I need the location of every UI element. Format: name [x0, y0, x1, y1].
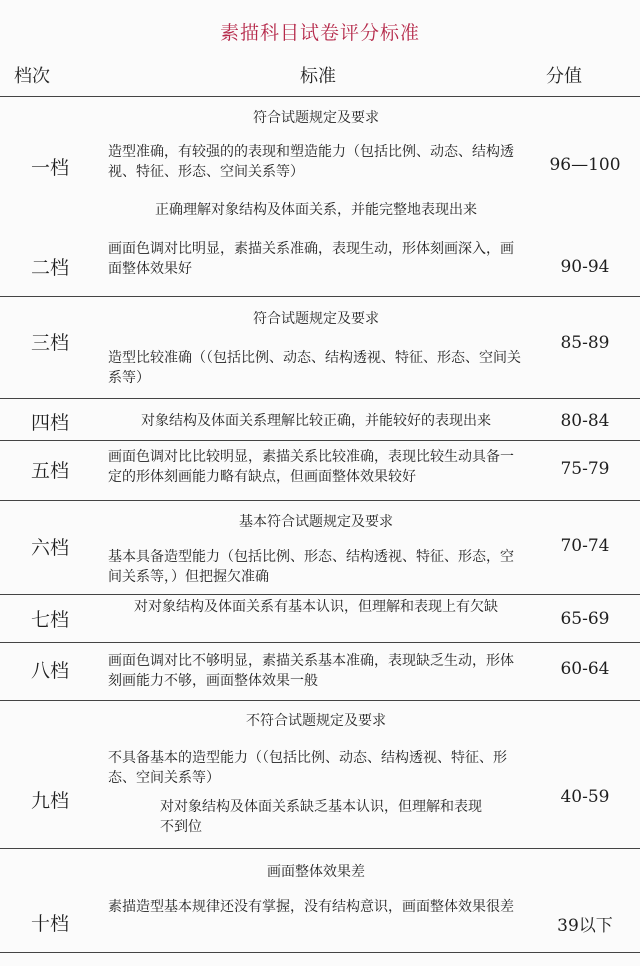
criteria-line: 基本具备造型能力（包括比例、形态、结构透视、特征、形态，空间关系等，）但把握欠准确 — [108, 549, 514, 585]
row-divider — [0, 500, 640, 501]
row-divider — [0, 296, 640, 297]
row-divider — [0, 642, 640, 643]
score-range: 65-69 — [560, 609, 610, 629]
level-label: 五档 — [30, 460, 69, 482]
criteria-line: 对对象结构及体面关系缺乏基本认识，但理解和表现不到位 — [160, 799, 482, 835]
level-label: 六档 — [30, 537, 69, 559]
level-label: 四档 — [30, 412, 69, 434]
row-divider — [0, 398, 640, 399]
level-label: 十档 — [30, 913, 69, 935]
score-range: 60-64 — [560, 659, 610, 679]
score-range: 39以下 — [557, 916, 613, 936]
criteria-line: 符合试题规定及要求 — [253, 110, 379, 126]
page-title: 素描科目试卷评分标准 — [219, 22, 420, 44]
row-divider — [0, 848, 640, 849]
row-divider — [0, 700, 640, 701]
criteria-line: 造型比较准确（（包括比例、动态、结构透视、特征、形态、空间关系等） — [108, 350, 521, 386]
header-level: 档次 — [14, 66, 50, 87]
row-divider — [0, 594, 640, 595]
score-range: 80-84 — [560, 411, 610, 431]
score-range: 40-59 — [560, 787, 610, 807]
score-range: 75-79 — [560, 459, 610, 479]
criteria-line: 造型准确，有较强的的表现和塑造能力（包括比例、动态、结构透视、特征、形态、空间关系等） — [108, 144, 514, 180]
criteria-line: 画面色调对比明显，素描关系准确，表现生动，形体刻画深入，画面整体效果好 — [108, 241, 514, 277]
criteria-line: 画面色调对比不够明显，素描关系基本准确，表现缺乏生动，形体刻画能力不够，画面整体效果一般 — [108, 653, 514, 689]
criteria-line: 素描造型基本规律还没有掌握，没有结构意识，画面整体效果很差 — [108, 899, 514, 915]
row-divider — [0, 952, 640, 953]
score-range: 70-74 — [560, 536, 610, 556]
level-label: 八档 — [30, 660, 69, 682]
level-label: 二档 — [30, 257, 69, 279]
criteria-line: 画面整体效果差 — [267, 864, 365, 880]
score-range: 85-89 — [560, 333, 610, 353]
criteria-line: 不具备基本的造型能力（（包括比例、动态、结构透视、特征、形态、空间关系等） — [108, 750, 507, 786]
level-label: 七档 — [30, 609, 69, 631]
level-label: 九档 — [30, 790, 69, 812]
criteria-line: 对对象结构及体面关系有基本认识，但理解和表现上有欠缺 — [134, 599, 498, 615]
row-divider — [0, 440, 640, 441]
score-range: 96—100 — [549, 155, 621, 175]
criteria-line: 符合试题规定及要求 — [253, 311, 379, 327]
score-range: 90-94 — [560, 257, 610, 277]
criteria-line: 不符合试题规定及要求 — [246, 713, 386, 729]
header-divider — [0, 96, 640, 97]
criteria-line: 画面色调对比比较明显，素描关系比较准确，表现比较生动具备一定的形体刻画能力略有缺点，但画面整体效果较好 — [108, 449, 514, 485]
level-label: 三档 — [30, 332, 69, 354]
header-criteria: 标准 — [300, 66, 336, 87]
header-score: 分值 — [546, 66, 582, 87]
level-label: 一档 — [30, 157, 69, 179]
criteria-line: 对象结构及体面关系理解比较正确，并能较好的表现出来 — [141, 413, 491, 429]
criteria-line: 基本符合试题规定及要求 — [239, 514, 393, 530]
criteria-line: 正确理解对象结构及体面关系，并能完整地表现出来 — [155, 202, 477, 218]
